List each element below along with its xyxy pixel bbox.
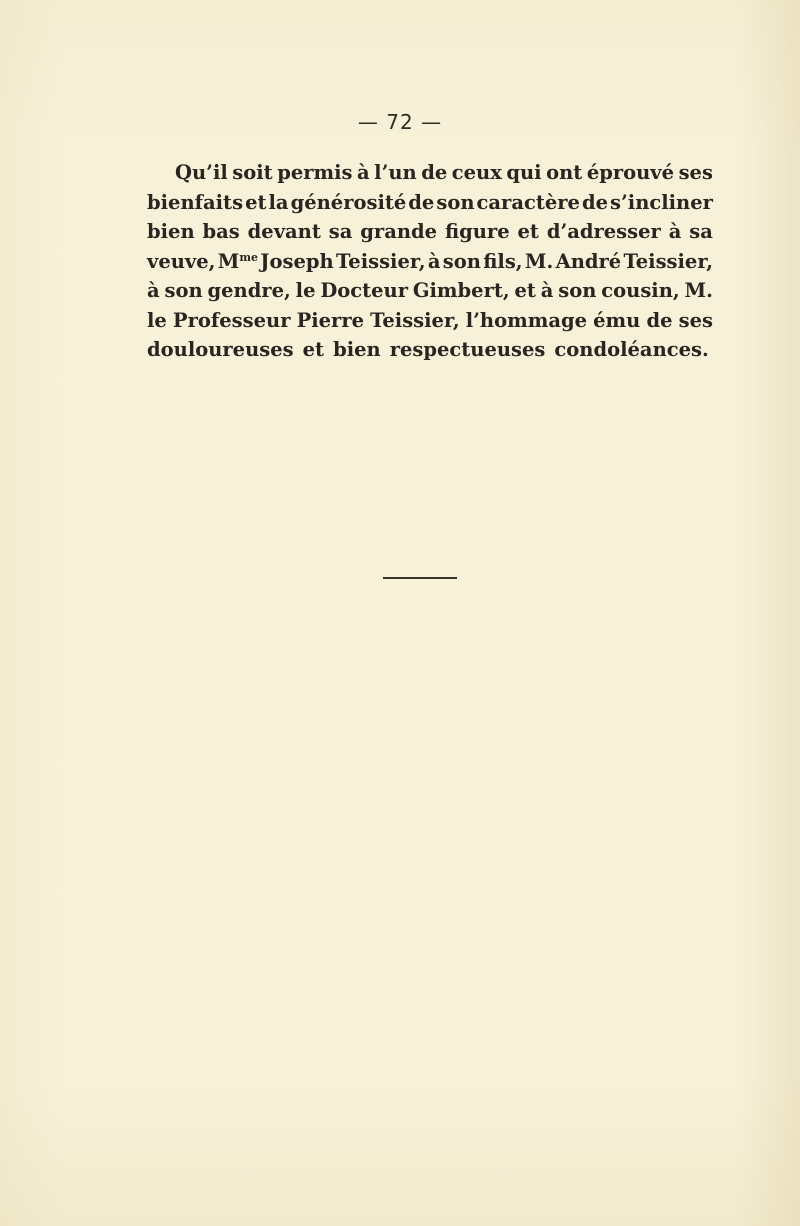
paragraph-line — [147, 335, 713, 365]
paragraph-line — [147, 217, 713, 247]
word: à — [147, 279, 160, 302]
word: André — [555, 249, 622, 273]
word: ont — [546, 161, 583, 184]
word: grande — [360, 220, 438, 243]
word: ému — [593, 308, 641, 332]
word: fils, — [483, 249, 523, 273]
word: à — [540, 279, 554, 302]
word: Teissier, — [336, 249, 426, 273]
word: son — [558, 279, 597, 302]
word: M. — [524, 249, 554, 273]
word: de — [421, 161, 448, 184]
word: M. — [684, 279, 713, 302]
word: générosité — [290, 190, 407, 214]
superscript: me — [239, 250, 258, 264]
word: ses — [678, 161, 713, 184]
word: douloureuses — [147, 338, 294, 361]
word: permis — [277, 161, 353, 184]
word: ceux — [451, 161, 502, 184]
paragraph-line — [147, 158, 713, 188]
word: et — [517, 220, 539, 243]
section-separator-rule — [383, 577, 457, 579]
word: de — [581, 190, 608, 214]
word: Pierre — [296, 308, 365, 332]
word-with-superscript — [218, 247, 258, 277]
word: à — [357, 161, 370, 184]
word: son — [436, 190, 475, 214]
word: Docteur — [320, 279, 408, 302]
paragraph — [147, 158, 713, 365]
paragraph-line — [147, 188, 713, 218]
word: sa — [328, 220, 353, 243]
word: le — [147, 308, 167, 332]
word: l’hommage — [465, 308, 588, 332]
word: son — [442, 249, 481, 273]
word: Joseph — [260, 249, 334, 273]
paragraph-line — [147, 306, 713, 336]
word: la — [268, 190, 289, 214]
word: à — [668, 220, 682, 243]
word: Gimbert, — [412, 279, 510, 302]
word: bien — [147, 220, 195, 243]
word: et — [302, 338, 325, 361]
word: cousin, — [601, 279, 680, 302]
word: sa — [689, 220, 713, 243]
word: le — [295, 279, 316, 302]
word: l’un — [374, 161, 417, 184]
word: M — [217, 249, 240, 273]
word: figure — [444, 220, 510, 243]
word: bien — [333, 338, 381, 361]
word: et — [514, 279, 536, 302]
word: bienfaits — [147, 190, 244, 214]
paragraph-line — [147, 276, 713, 306]
word: bas — [202, 220, 240, 243]
page-number: — 72 — — [357, 110, 443, 134]
word: Professeur — [172, 308, 291, 332]
word: Qu’il — [175, 161, 228, 184]
word: son — [164, 279, 203, 302]
word: éprouvé — [586, 161, 675, 184]
word: Teissier, — [370, 308, 460, 332]
word: Teissier, — [623, 249, 713, 273]
word: soit — [232, 161, 273, 184]
word: devant — [247, 220, 321, 243]
word: d’adresser — [546, 220, 661, 243]
word: condoléances. — [554, 338, 709, 361]
word: qui — [506, 161, 542, 184]
word: veuve, — [147, 249, 216, 273]
paragraph-line — [147, 247, 713, 277]
word: respectueuses — [389, 338, 546, 361]
word: ses — [678, 308, 713, 332]
word: s’incliner — [610, 190, 713, 214]
word: et — [245, 190, 267, 214]
word: de — [408, 190, 435, 214]
word: caractère — [476, 190, 580, 214]
word: gendre, — [207, 279, 291, 302]
word: à — [427, 249, 441, 273]
word: de — [646, 308, 673, 332]
